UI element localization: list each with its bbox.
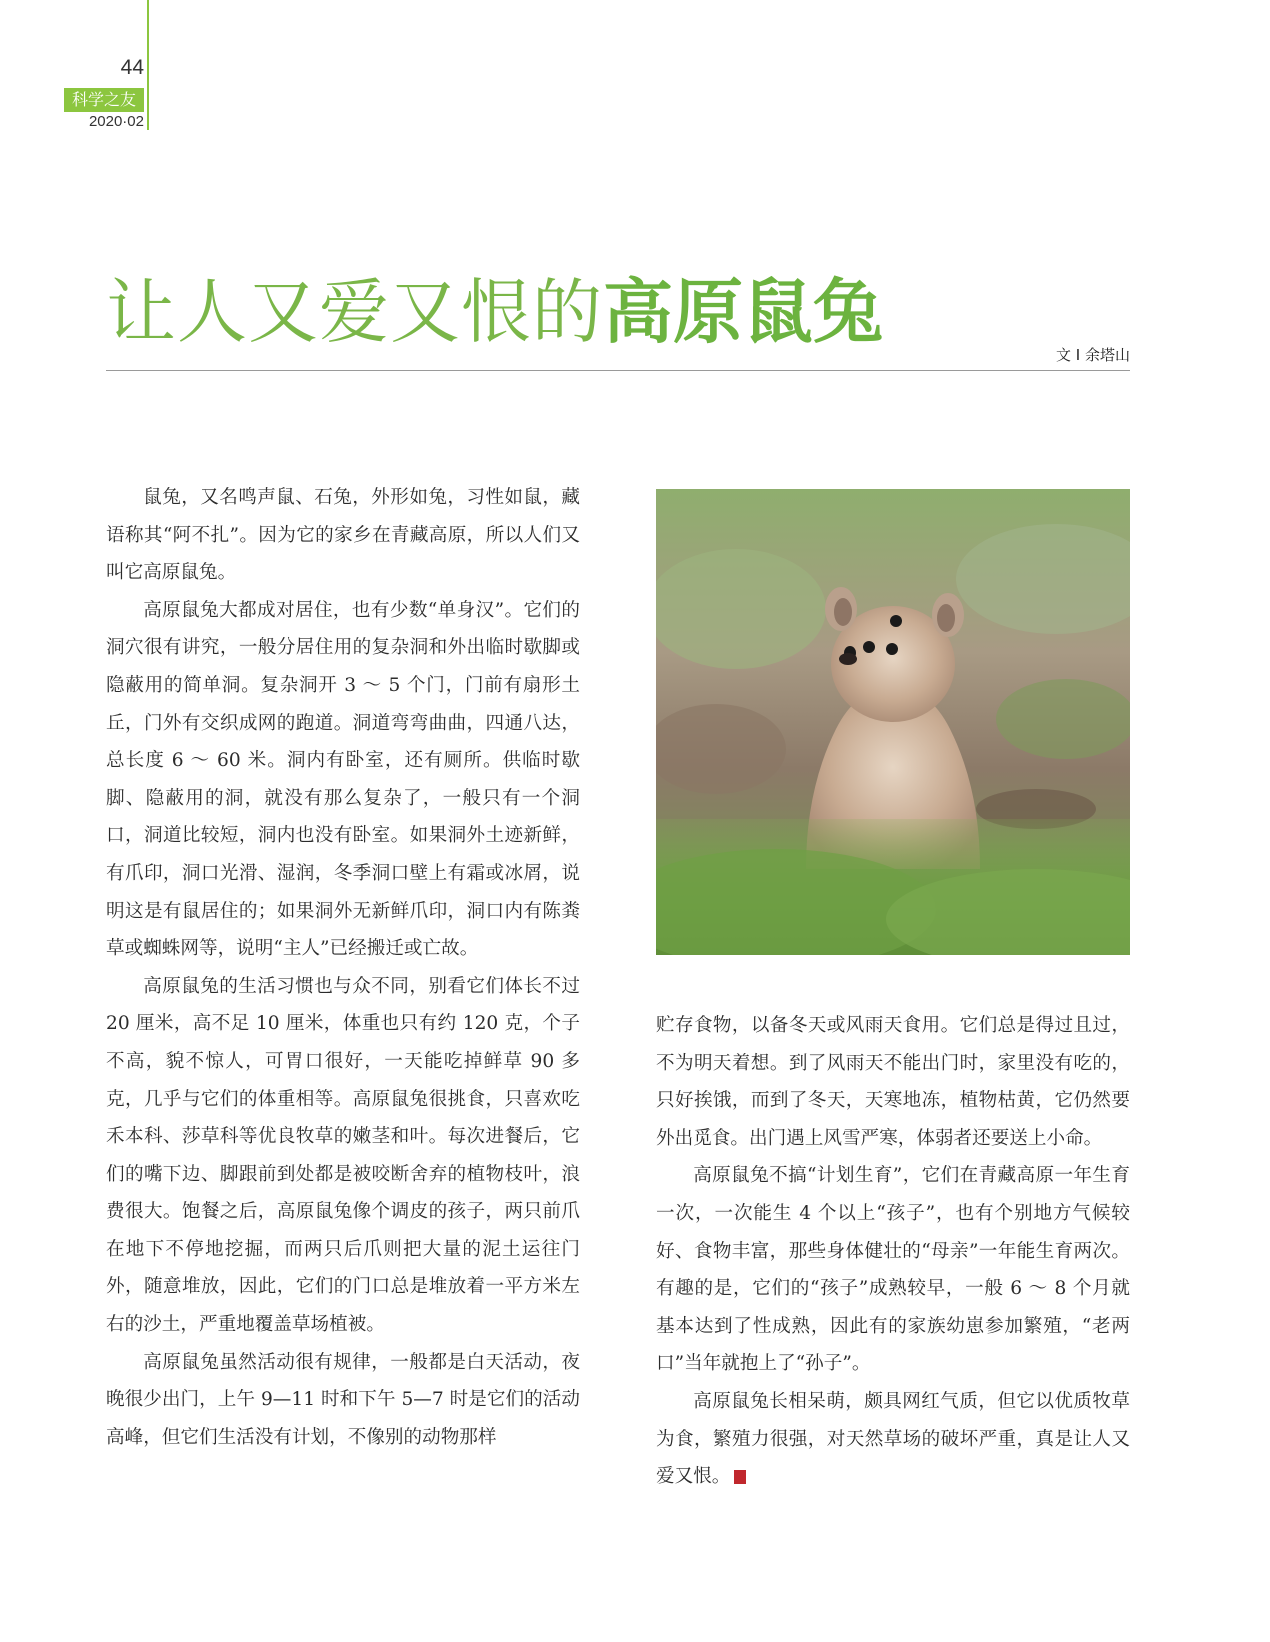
article-title-light: 让人又爱又恨的 (106, 271, 603, 353)
paragraph: 高原鼠兔不搞“计划生育”，它们在青藏高原一年生育一次，一次能生 4 个以上“孩子”，也有个别地方气候较好、食物丰富，那些身体健壮的“母亲”一年能生育两次。有趣的是，它们的“孩子”成熟较早，一般 6 ～ 8 个月就基本达到了性成熟，因此有的家族幼崽参加繁殖，“老两口”当年就抱上了“孙子”。 (656, 1165, 1130, 1375)
pika-photo (656, 489, 1130, 955)
magazine-name-badge: 科学之友 (64, 88, 144, 112)
paragraph: 高原鼠兔大都成对居住，也有少数“单身汉”。它们的洞穴很有讲究，一般分居住用的复杂洞和外出临时歇脚或隐蔽用的简单洞。复杂洞开 3 ～ 5 个门，门前有扇形土丘，门外有交织成网的跑道。洞道弯弯曲曲，四通八达，总长度 6 ～ 60 米。洞内有卧室，还有厕所。供临时歇脚、隐蔽用的洞，就没有那么复杂了，一般只有一个洞口，洞道比较短，洞内也没有卧室。如果洞外土迹新鲜，有爪印，洞口光滑、湿润，冬季洞口壁上有霜或冰屑，说明这是有鼠居住的；如果洞外无新鲜爪印，洞口内有陈粪草或蜘蛛网等，说明“主人”已经搬迁或亡故。 (106, 599, 580, 960)
left-column (106, 479, 580, 1456)
right-column (656, 1007, 1130, 1496)
title-rule (106, 370, 1130, 371)
paragraph: 高原鼠兔虽然活动很有规律，一般都是白天活动，夜晚很少出门，上午 9—11 时和下午 5—7 时是它们的活动高峰，但它们生活没有计划，不像别的动物那样 (106, 1351, 580, 1448)
paragraph (656, 1383, 1130, 1496)
page-number: 44 (120, 56, 144, 79)
header-divider (147, 0, 149, 130)
end-mark-icon: S (734, 1470, 746, 1484)
article-title (106, 256, 883, 357)
paragraph: 高原鼠兔的生活习惯也与众不同，别看它们体长不过 20 厘米，高不足 10 厘米，体重也只有约 120 克，个子不高，貌不惊人，可胃口很好，一天能吃掉鲜草 90 多克，几乎与它们的体重相等。高原鼠兔很挑食，只喜欢吃禾本科、莎草科等优良牧草的嫩茎和叶。每次进餐后，它们的嘴下边、脚跟前到处都是被咬断舍弃的植物枝叶，浪费很大。饱餐之后，高原鼠兔像个调皮的孩子，两只前爪在地下不停地挖掘，而两只后爪则把大量的泥土运往门外，随意堆放，因此，它们的门口总是堆放着一平方米左右的沙土，严重地覆盖草场植被。 (106, 975, 580, 1336)
article-title-bold: 高原鼠兔 (603, 271, 883, 353)
byline: 文 I 余塔山 (1056, 346, 1130, 364)
issue-label: 2020·02 (88, 113, 144, 130)
paragraph-continued: 贮存食物，以备冬天或风雨天食用。它们总是得过且过，不为明天着想。到了风雨天不能出门时，家里没有吃的，只好挨饿，而到了冬天，天寒地冻，植物枯黄，它仍然要外出觅食。出门遇上风雪严寒，体弱者还要送上小命。 (656, 1015, 1130, 1149)
paragraph: 鼠兔，又名鸣声鼠、石兔，外形如兔，习性如鼠，藏语称其“阿不扎”。因为它的家乡在青藏高原，所以人们又叫它高原鼠兔。 (106, 487, 580, 584)
paragraph-text: 高原鼠兔长相呆萌，颇具网红气质，但它以优质牧草为食，繁殖力很强，对天然草场的破坏严重，真是让人又爱又恨。 (656, 1390, 1130, 1488)
